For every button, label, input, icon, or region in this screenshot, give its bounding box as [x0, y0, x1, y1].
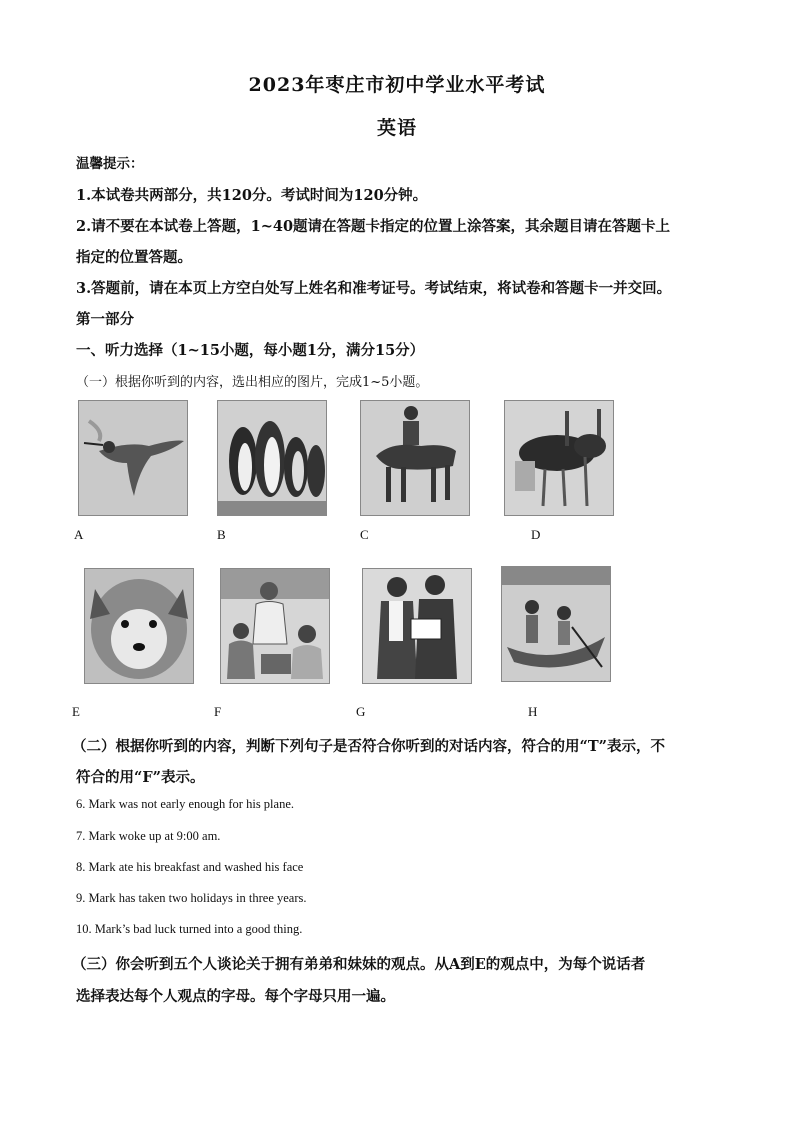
picture-label-d: D	[531, 527, 541, 542]
dog-picture	[84, 568, 194, 684]
picture-label-f: F	[214, 704, 222, 719]
tips-heading: 温馨提示：	[76, 156, 144, 172]
statement-10: 10. Mark’s bad luck turned into a good thing.	[76, 922, 303, 936]
picture-label-a: A	[74, 527, 84, 542]
exam-title: 2023年枣庄市初中学业水平考试	[248, 74, 546, 96]
sub2-instructions: （二）根据你听到的内容，判断下列句子是否符合你听到的对话内容，符合的用“T”表示，不	[72, 738, 665, 755]
statement-7: 7. Mark woke up at 9:00 am.	[76, 829, 221, 843]
sub2-instructions-cont: 符合的用“F”表示。	[76, 769, 205, 786]
two-people-reading-picture	[362, 568, 472, 684]
statement-9: 9. Mark has taken two holidays in three years.	[76, 891, 307, 905]
picture-label-e: E	[72, 704, 80, 719]
ostriches-picture	[504, 400, 614, 516]
tip-2-cont: 指定的位置答题。	[76, 249, 192, 266]
exam-subject: 英语	[376, 117, 417, 139]
picture-label-h: H	[528, 704, 538, 719]
part1-label: 第一部分	[76, 311, 134, 328]
penguins-picture	[217, 400, 327, 516]
sub1-instructions: （一）根据你听到的内容，选出相应的图片，完成1~5小题。	[76, 375, 429, 390]
tip-2: 2.请不要在本试卷上答题，1~40题请在答题卡指定的位置上涂答案，其余题目请在答题卡上	[76, 218, 671, 235]
boat-people-picture	[501, 566, 611, 682]
picture-label-g: G	[356, 704, 366, 719]
sub3-instructions: （三）你会听到五个人谈论关于拥有弟弟和妹妹的观点。从A到E的观点中，为每个说话者	[72, 956, 646, 973]
picture-label-c: C	[360, 527, 369, 542]
section-title: 一、听力选择（1~15小题，每小题1分，满分15分）	[76, 342, 425, 359]
horse-rider-picture	[360, 400, 470, 516]
statement-8: 8. Mark ate his breakfast and washed his face	[76, 860, 304, 874]
family-picture	[220, 568, 330, 684]
statement-6: 6. Mark was not early enough for his plane.	[76, 797, 294, 811]
hummingbird-picture	[78, 400, 188, 516]
picture-label-b: B	[217, 527, 226, 542]
sub3-instructions-cont: 选择表达每个人观点的字母。每个字母只用一遍。	[76, 988, 395, 1005]
tip-1: 1.本试卷共两部分，共120分。考试时间为120分钟。	[76, 187, 428, 204]
tip-3: 3.答题前，请在本页上方空白处写上姓名和准考证号。考试结束，将试卷和答题卡一并交回。	[76, 280, 672, 297]
